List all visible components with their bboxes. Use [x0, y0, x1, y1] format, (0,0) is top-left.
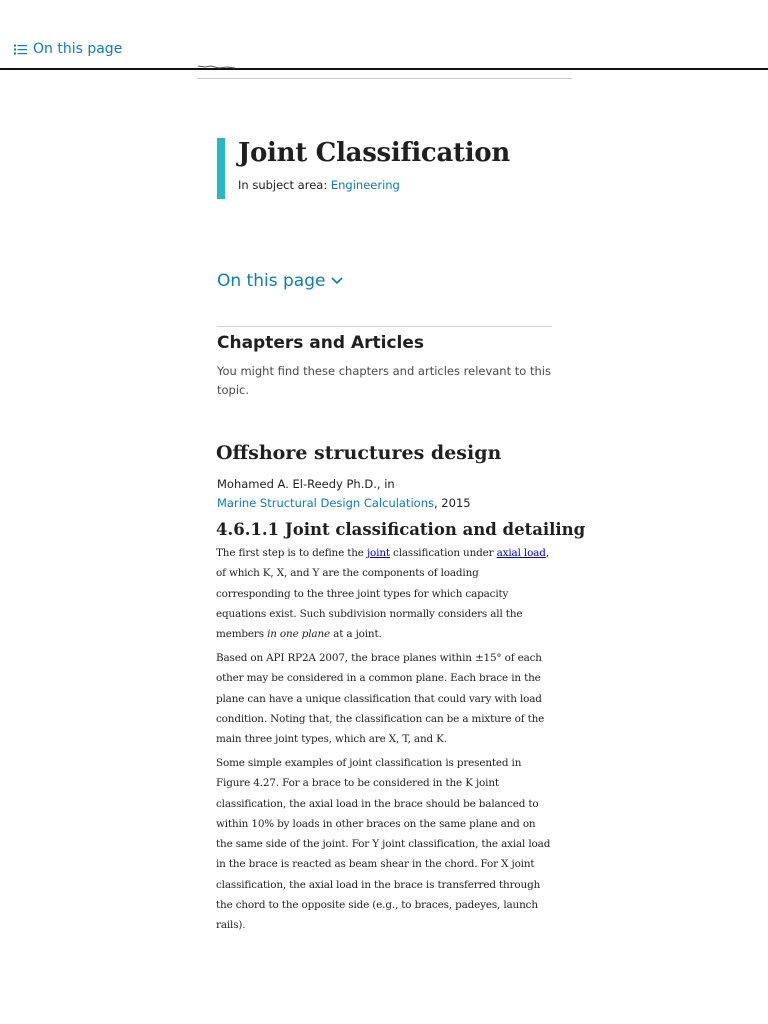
list-icon	[14, 44, 27, 55]
source-book-link[interactable]: Marine Structural Design Calculations	[217, 496, 434, 510]
on-this-page-toggle[interactable]	[14, 41, 122, 57]
article-author: Mohamed A. El-Reedy Ph.D., in	[217, 477, 395, 491]
title-accent-bar	[217, 138, 225, 199]
paragraph-1-text-b: classification under	[389, 547, 497, 559]
paragraph-3: Some simple examples of joint classification is presented in Figure 4.27. For a brace to be considered in the K joint classification, the axial load in the brace should be balanced to within 10% by loads in other braces on the same plane and on the same side of the joint. For Y joint classification, the axial load in the brace is reacted as beam shear in the chord. For X joint classification, the axial load in the brace is transferred through the chord to the opposite side (e.g., to braces, padeyes, launch rails).	[216, 757, 551, 932]
on-this-page-heading: On this page	[217, 271, 326, 291]
topic-header	[217, 138, 557, 199]
subsection-heading: 4.6.1.1 Joint classification and detailing	[216, 520, 586, 539]
paragraph-1-text-d: at a joint.	[330, 628, 382, 641]
paragraph-2: Based on API RP2A 2007, the brace planes within ±15° of each other may be considered in a common plane. Each brace in the plane can have a unique classification that could vary with load condition. Noting that, the classification can be a mixture of the main three joint types, which are X, T, and K.	[216, 652, 545, 746]
on-this-page-label: On this page	[33, 41, 123, 57]
axial-load-link[interactable]: axial load	[496, 547, 546, 559]
on-this-page-dropdown[interactable]	[217, 271, 343, 291]
chapters-heading: Chapters and Articles	[217, 333, 425, 353]
joint-link[interactable]: joint	[366, 547, 390, 559]
paragraph-1	[216, 543, 553, 644]
source-year: , 2015	[434, 496, 471, 510]
section-divider	[217, 326, 552, 327]
paragraph-1-text-a: The first step is to define the	[216, 547, 367, 559]
article-title: Offshore structures design	[216, 442, 502, 464]
subject-area	[238, 178, 400, 192]
page-title: Joint Classification	[238, 138, 510, 168]
chapters-description: You might find these chapters and articles relevant to this topic.	[217, 364, 551, 397]
paragraph-1-emphasis: in one plane	[267, 628, 330, 641]
article-source	[217, 496, 471, 510]
publisher-logo-icon	[197, 64, 237, 70]
subject-link-engineering[interactable]: Engineering	[330, 178, 400, 192]
chevron-down-icon	[331, 277, 343, 285]
subject-prefix: In subject area:	[238, 178, 328, 192]
header-divider	[197, 78, 572, 79]
top-bar	[0, 0, 768, 70]
paragraph-1-text-c: , of which K, X, and Y are the components of loading corresponding to the three joint types for which capacity equations exist. Such subdivision normally considers all the members	[216, 547, 549, 641]
